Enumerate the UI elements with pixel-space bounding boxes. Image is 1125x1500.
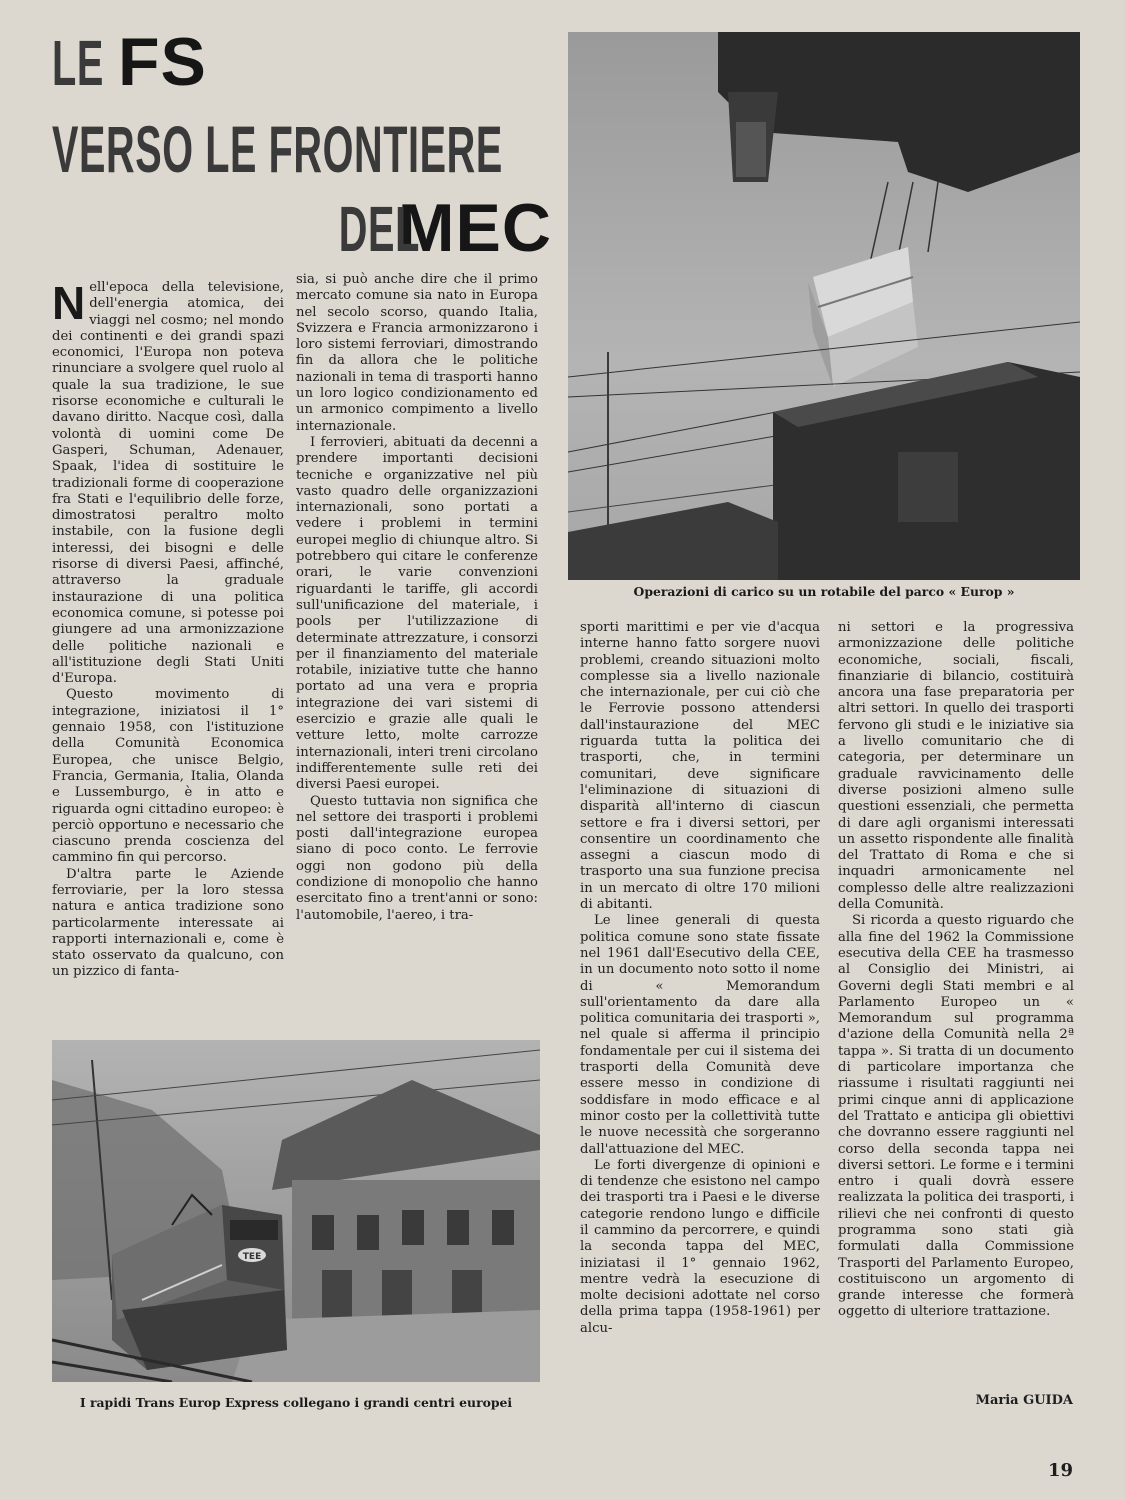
- article-column-1: [52, 277, 284, 981]
- drop-cap: N: [52, 277, 86, 329]
- article-column-3: [580, 620, 820, 1337]
- headline-verso-le-frontiere: VERSO LE FRONTIERE: [52, 112, 503, 186]
- headline-word-mec: MEC: [397, 190, 552, 266]
- paragraph: Questo movimento di integrazione, iniziatosi il 1° gennaio 1958, con l'istituzione della Comunità Economica Europea, che unisce Belgio, Francia, Germania, Italia, Olanda e Lussemburgo, è in atto e riguarda ogni cittadino europeo: è perciò opportuno e necessario che ciascuno prenda coscienza del cammino fin qui percorso.: [52, 687, 284, 866]
- headline-line-1: [52, 24, 207, 100]
- photo-caption-bottom: I rapidi Trans Europ Express collegano i grandi centri europei: [79, 1395, 513, 1410]
- tee-train-illustration: [52, 1040, 540, 1382]
- paragraph: ni settori e la progressiva armonizzazione delle politiche economiche, sociali, fiscali, finanziarie di bilancio, costituirà ancora una fase preparatoria per altri settori. In quello dei trasporti fervono gli studi e le iniziative sia a livello comunitario che di categoria, per determinare un graduale ravvicinamento delle diverse posizioni almeno sulle questioni essenziali, che permetta di dare agli organismi interessati un assetto rispondente alle finalità del Trattato di Roma e che si inquadri armonicamente nel complesso delle altre realizzazioni della Comunità.: [838, 620, 1074, 913]
- paragraph: [52, 277, 284, 687]
- paragraph: Le forti divergenze di opinioni e di tendenze che esistono nel campo dei trasporti tra i Paesi e le diverse categorie rendono lungo e difficile il cammino da percorrere, e quindi la seconda tappa del MEC, iniziatasi il 1° gennaio 1962, mentre vedrà la esecuzione di molte decisioni adottate nel corso della prima tappa (1958-1961) per alcu-: [580, 1157, 820, 1336]
- headline-word-fs: FS: [118, 24, 207, 100]
- headline-line-3: [289, 190, 552, 266]
- page-number: 19: [1047, 1460, 1073, 1481]
- photo-caption-top: Operazioni di carico su un rotabile del parco « Europ »: [633, 584, 1015, 599]
- paragraph: Le linee generali di questa politica comune sono state fissate nel 1961 dall'Esecutivo della CEE, in un documento noto sotto il nome di « Memorandum sull'orientamento da dare alla politica comunitaria dei trasporti », nel quale si afferma il principio fondamentale per cui il sistema dei trasporti della Comunità deve essere messo in condizione di soddisfare in modo efficace e al minor costo per la collettività tutte le nuove necessità che sorgeranno dall'attuazione del MEC.: [580, 913, 820, 1157]
- paragraph: sporti marittimi e per vie d'acqua interne hanno fatto sorgere nuovi problemi, creando situazioni molto complesse sia a livello nazionale che internazionale, per cui ciò che le Ferrovie possono attendersi dall'instaurazione del MEC riguarda tutta la politica dei trasporti, che, in termini comunitari, deve significare l'eliminazione di situazioni di disparità all'interno di ciascun settore e fra i diversi settori, per consentire un coordinamento che assegni a ciascun modo di trasporto una sua funzione precisa in un mercato di oltre 170 milioni di abitanti.: [580, 620, 820, 913]
- article-column-4: [838, 620, 1074, 1321]
- headline-word-del: DEL: [338, 193, 420, 265]
- photo-crane-loading: [568, 32, 1080, 580]
- paragraph: sia, si può anche dire che il primo mercato comune sia nato in Europa nel secolo scorso, quando Italia, Svizzera e Francia armonizzarono i loro sistemi ferroviari, dimostrando fin da allora che le politiche nazionali in tema di trasporti hanno un loro logico condizionamento ed un armonico compimento a livello internazionale.: [296, 272, 538, 434]
- article-column-2: [296, 272, 538, 924]
- paragraph: Si ricorda a questo riguardo che alla fine del 1962 la Commissione esecutiva della CEE ha trasmesso al Consiglio dei Ministri, ai Governi degli Stati membri e al Parlamento Europeo un « Memorandum sul programma d'azione della Comunità nella 2ª tappa ». Si tratta di un documento di particolare importanza che riassume i risultati raggiunti nei primi cinque anni di applicazione del Trattato e anticipa gli obiettivi che dovranno essere raggiunti nel corso della seconda tappa nei diversi settori. Le forme e i termini entro i quali dovrà essere realizzata la politica dei trasporti, i rilievi che nei confronti di questo programma sono stati già formulati dalla Commissione Trasporti del Parlamento Europeo, costituiscono un argomento di grande interesse che formerà oggetto di ulteriore trattazione.: [838, 913, 1074, 1320]
- paragraph: I ferrovieri, abituati da decenni a prendere importanti decisioni tecniche e organizzative nel più vasto quadro delle organizzazioni internazionali, sono portati a vedere i problemi in termini europei meglio di chiunque altro. Si potrebbero qui citare le conferenze orari, le varie convenzioni riguardanti le tariffe, gli accordi sull'unificazione del materiale, i pools per l'utilizzazione di determinate attrezzature, i consorzi per il finanziamento del materiale rotabile, iniziative tutte che hanno portato ad una vera e propria integrazione dei vari sistemi di esercizio e grazie alle quali le vetture letto, molte carrozze internazionali, interi treni circolano indifferentemente sulle reti dei diversi Paesi europei.: [296, 434, 538, 793]
- crane-loading-illustration: [568, 32, 1080, 580]
- paragraph: Questo tuttavia non significa che nel settore dei trasporti i problemi posti dall'integrazione europea siano di poco conto. Le ferrovie oggi non godono più della condizione di monopolio che hanno esercitato fino a trent'anni or sono: l'automobile, l'aereo, i tra-: [296, 793, 538, 923]
- paragraph-text: ell'epoca della televisione, dell'energia atomica, dei viaggi nel cosmo; nel mondo dei continenti e dei grandi spazi economici, l'Europa non poteva rinunciare a svolgere quel ruolo al quale la sua tradizione, le sue risorse economiche e culturali le davano diritto. Nacque così, dalla volontà di uomini come De Gasperi, Schuman, Adenauer, Spaak, l'idea di sostituire le tradizionali forme di cooperazione fra Stati e l'equilibrio delle forze, dimostratosi peraltro molto instabile, con la fusione degli interessi, dei bisogni e delle risorse di diversi Paesi, affinché, attraverso la graduale instaurazione di una politica economica comune, si potesse poi giungere ad una armonizzazione delle politiche nazionali e all'istituzione degli Stati Uniti d'Europa.: [52, 280, 284, 687]
- photo-tee-train: [52, 1040, 540, 1382]
- author-signature: Maria GUIDA: [975, 1393, 1073, 1408]
- headline-word-le: LE: [52, 27, 104, 99]
- train-logo-text: TEE: [242, 1252, 262, 1262]
- paragraph: D'altra parte le Aziende ferroviarie, per la loro stessa natura e antica tradizione sono particolarmente interessate ai rapporti internazionali e, come è stato osservato da qualcuno, con un pizzico di fanta-: [52, 866, 284, 980]
